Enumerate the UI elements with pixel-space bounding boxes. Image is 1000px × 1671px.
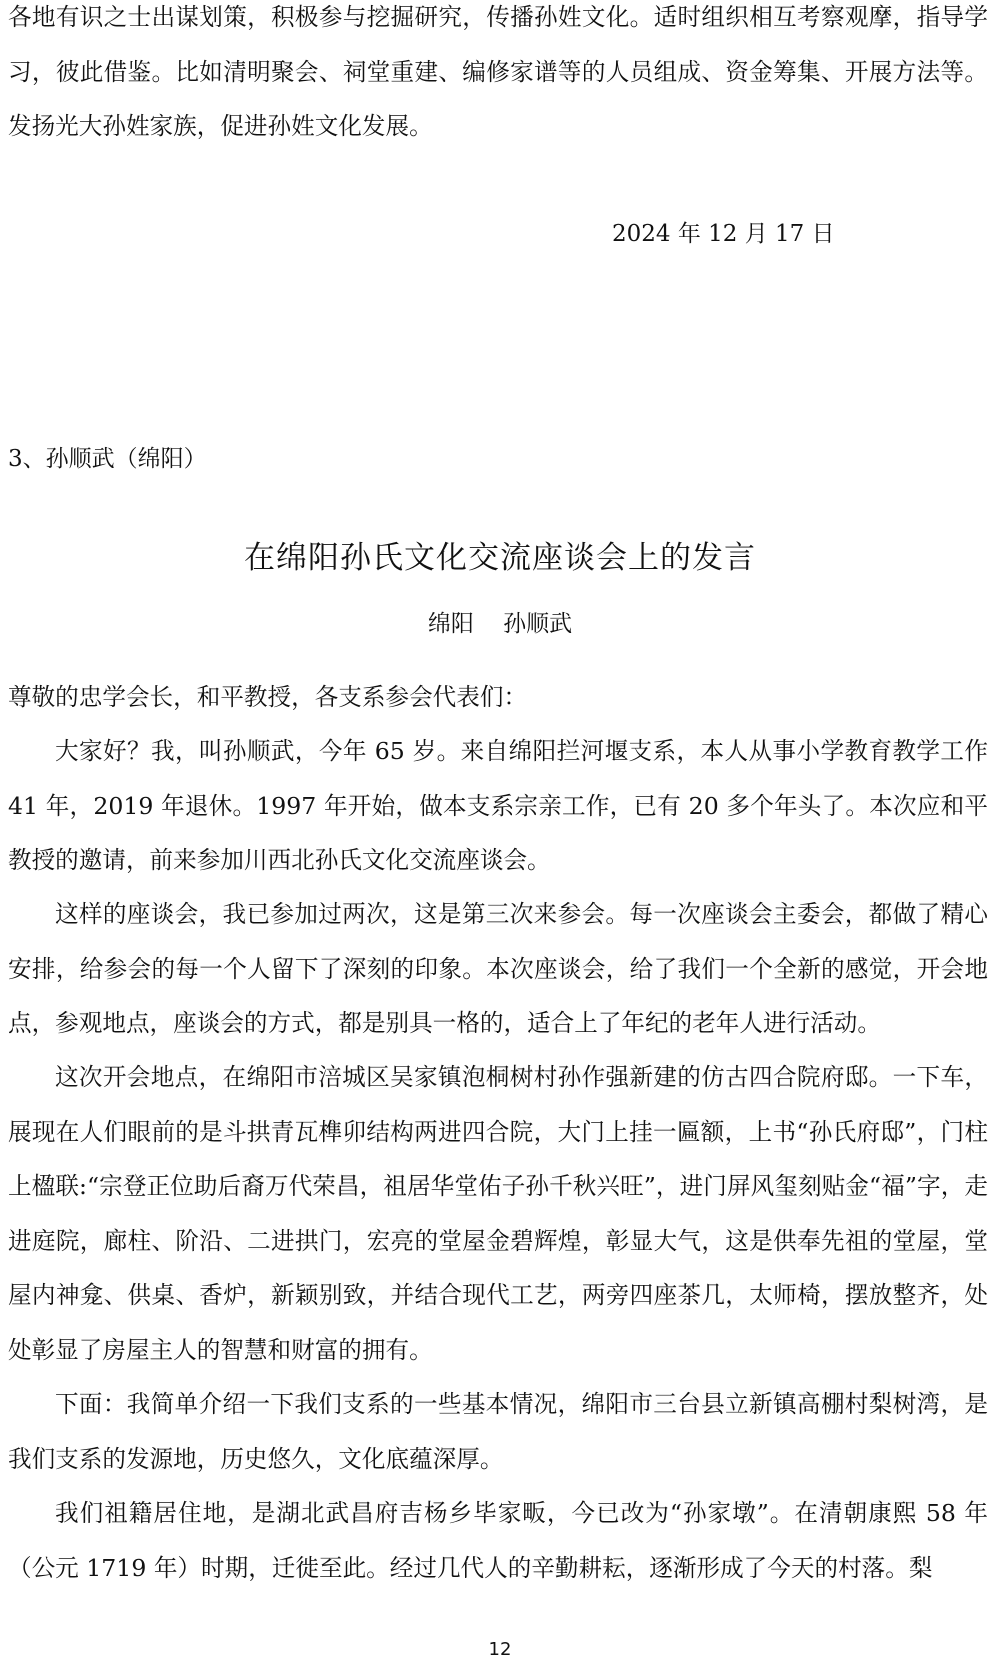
body-paragraph: 下面：我简单介绍一下我们支系的一些基本情况，绵阳市三台县立新镇高棚村梨树湾，是我们支系的发源地，历史悠久，文化底蕴深厚。 (8, 1390, 988, 1473)
page-number: 12 (488, 1639, 512, 1660)
document-date: 2024 年 12 月 17 日 (612, 221, 835, 247)
speech-title: 在绵阳孙氏文化交流座谈会上的发言 (244, 540, 756, 576)
section-label: 3、孙顺武（绵阳） (8, 446, 207, 472)
speech-author: 绵阳 孙顺武 (427, 611, 573, 637)
body-paragraph: 我们祖籍居住地，是湖北武昌府吉杨乡毕家畈，今已改为“孙家墩”。在清朝康熙 58 年（公元 1719 年）时期，迁徙至此。经过几代人的辛勤耕耘，逐渐形成了今天的村落。梨 (8, 1499, 988, 1582)
body-paragraph: 这次开会地点，在绵阳市涪城区吴家镇泡桐树村孙作强新建的仿古四合院府邸。一下车，展现在人们眼前的是斗拱青瓦榫卯结构两进四合院，大门上挂一匾额，上书“孙氏府邸”，门柱上楹联:“宗登正位助后裔万代荣昌，祖居华堂佑子孙千秋兴旺”，进门屏风玺刻贴金“福”字，走进庭院，廊柱、阶沿、二进拱门，宏亮的堂屋金碧辉煌，彰显大气，这是供奉先祖的堂屋，堂屋内神龛、供桌、香炉，新颖别致，并结合现代工艺，两旁四座茶几，太师椅，摆放整齐，处处彰显了房屋主人的智慧和财富的拥有。 (8, 1063, 988, 1364)
salutation: 尊敬的忠学会长，和平教授，各支系参会代表们： (8, 683, 528, 711)
body-paragraph: 这样的座谈会，我已参加过两次，这是第三次来参会。每一次座谈会主委会，都做了精心安排，给参会的每一个人留下了深刻的印象。本次座谈会，给了我们一个全新的感觉，开会地点，参观地点，座谈会的方式，都是别具一格的，适合上了年纪的老年人进行活动。 (8, 900, 988, 1037)
intro-paragraph: 各地有识之士出谋划策，积极参与挖掘研究，传播孙姓文化。适时组织相互考察观摩，指导学习，彼此借鉴。比如清明聚会、祠堂重建、编修家谱等的人员组成、资金筹集、开展方法等。发扬光大孙姓家族，促进孙姓文化发展。 (8, 3, 988, 140)
body-paragraph: 大家好？我，叫孙顺武，今年 65 岁。来自绵阳拦河堰支系，本人从事小学教育教学工作 41 年，2019 年退休。1997 年开始，做本支系宗亲工作，已有 20 多个年头了。本次应和平教授的邀请，前来参加川西北孙氏文化交流座谈会。 (8, 737, 988, 874)
